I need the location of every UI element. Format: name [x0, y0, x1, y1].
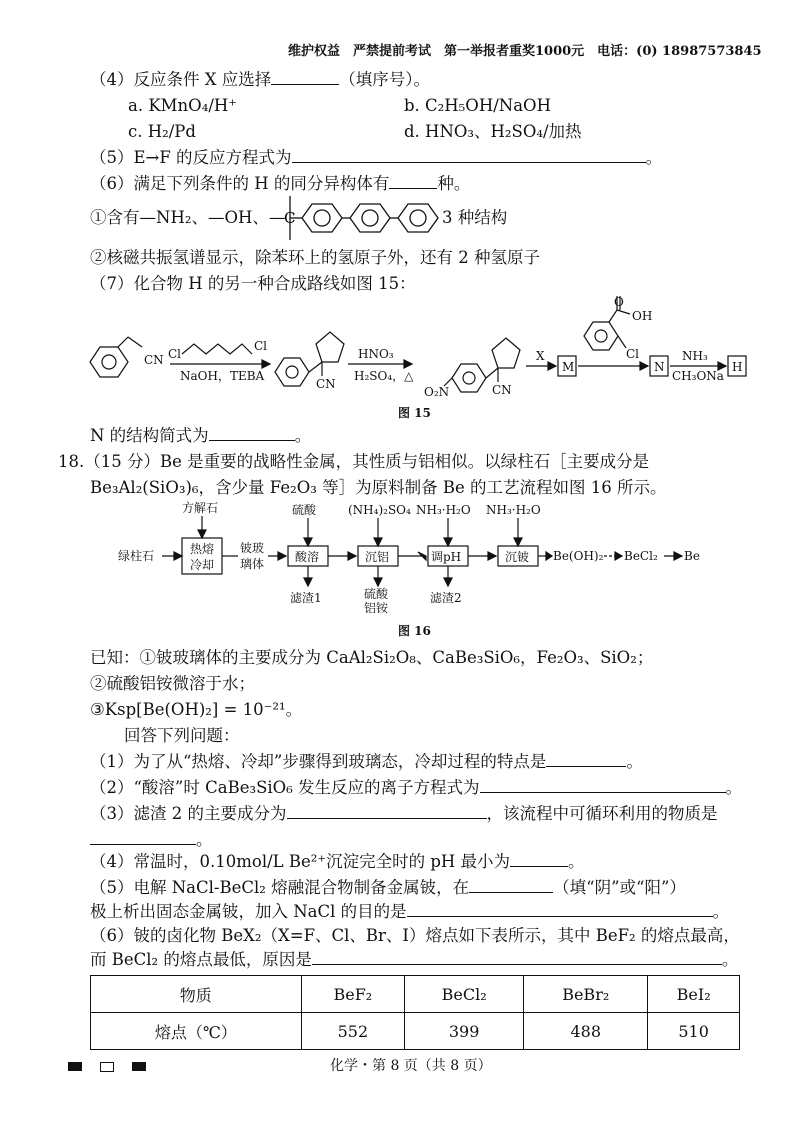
synthesis-scheme-fig15 — [60, 292, 760, 402]
scheme-cl: Cl — [626, 347, 640, 361]
melting-point-table — [90, 975, 740, 1050]
flow-reagent-ammonium-sulfate: (NH₄)₂SO₄ — [348, 503, 411, 517]
q18-intro-line1: 18.（15 分）Be 是重要的战略性金属，其性质与铝相似。以绿柱石［主要成分是 — [58, 452, 650, 471]
scheme-oh: OH — [632, 309, 653, 323]
answer-blank[interactable] — [287, 804, 487, 819]
q18-sub6-line1: （6）铍的卤化物 BeX₂（X=F、Cl、Br、I）熔点如下表所示，其中 BeF₂ 的熔点最高， — [90, 926, 740, 945]
answer-blank[interactable] — [292, 148, 646, 163]
q18-sub1 — [90, 752, 643, 772]
scheme-condition-1: NaOH，TEBA — [180, 369, 265, 383]
flow-reagent-ammonia-2: NH₃·H₂O — [486, 503, 541, 517]
q17-n-suffix: 。 — [294, 426, 312, 445]
table-header-cell: BeI₂ — [648, 976, 740, 1013]
flow-box1-line1: 热熔 — [190, 542, 215, 556]
flow-reagent-calcite: 方解石 — [182, 501, 219, 515]
q17-n-text: N 的结构简式为 — [90, 426, 209, 445]
q18-sub5-text: （5）电解 NaCl-BeCl₂ 熔融混合物制备金属铍，在 — [90, 878, 470, 897]
answer-prompt: 回答下列问题： — [124, 726, 240, 745]
scheme-x: X — [536, 349, 545, 363]
q18-intro-line2: Be₃Al₂(SiO₃)₆，含少量 Fe₂O₃ 等］为原料制备 Be 的工艺流程如图 16 所示。 — [90, 478, 667, 497]
answer-blank[interactable] — [546, 752, 626, 767]
q17-n-structure — [90, 426, 311, 446]
option-d: d. HNO₃、H₂SO₄/加热 — [404, 122, 582, 141]
q18-sub4-text: （4）常温时，0.10mol/L Be²⁺沉淀完全时的 pH 最小为 — [90, 852, 511, 871]
scheme-n: N — [654, 360, 665, 374]
table-cell: 399 — [405, 1013, 524, 1050]
q18-sub5b-suffix: 。 — [712, 902, 730, 921]
q18-sub5-suffix: （填“阴”或“阳”） — [553, 878, 686, 897]
table-header-cell: BeCl₂ — [405, 976, 524, 1013]
q18-sub3-suffix: 。 — [196, 830, 213, 849]
q17-part6-suffix: 种。 — [437, 174, 471, 193]
known-2: ②硫酸铝铵微溶于水； — [90, 674, 255, 693]
answer-blank[interactable] — [90, 830, 196, 845]
scheme-h: H — [732, 360, 743, 374]
scheme-m: M — [562, 360, 575, 374]
table-header-row — [91, 976, 740, 1013]
flow-box-acid-dissolve: 酸溶 — [295, 550, 320, 564]
answer-blank[interactable] — [480, 778, 726, 793]
scheme-reagent-3: NH₃ — [682, 349, 708, 363]
scheme-reagent-2: HNO₃ — [358, 347, 394, 361]
scheme-condition-3: CH₃ONa — [672, 369, 724, 383]
flow-box1-line2: 冷却 — [190, 558, 215, 572]
option-a: a. KMnO₄/H⁺ — [128, 96, 237, 115]
answer-blank[interactable] — [469, 878, 553, 893]
flow-product-becl2: BeCl₂ — [624, 549, 658, 563]
page-footer: 化学・第 8 页（共 8 页） — [330, 1058, 492, 1074]
table-cell: 510 — [648, 1013, 740, 1050]
figure-16-caption: 图 16 — [398, 624, 431, 638]
q18-sub3-text: （3）滤渣 2 的主要成分为 — [90, 804, 287, 823]
answer-blank[interactable] — [271, 70, 339, 85]
q18-sub1-suffix: 。 — [626, 752, 643, 771]
scheme-cn-3: CN — [492, 383, 512, 397]
q18-sub6b-text: 而 BeCl₂ 的熔点最低，原因是 — [90, 950, 312, 969]
flow-reagent-sulfuric: 硫酸 — [292, 503, 317, 517]
q18-sub6-line2 — [90, 950, 738, 970]
page-header: 维护权益 严禁提前考试 第一举报者重奖1000元 电话：(0) 18987573845 — [288, 44, 762, 59]
q17-part4 — [90, 70, 430, 90]
flow-out-line2: 铝铵 — [364, 601, 389, 615]
table-header-cell: 物质 — [91, 976, 302, 1013]
print-mark-filled — [68, 1062, 82, 1071]
q18-sub4-suffix: 。 — [568, 852, 585, 871]
q18-sub3-mid: ，该流程中可循环利用的物质是 — [486, 804, 718, 823]
q18-sub2 — [90, 778, 742, 798]
scheme-o: O — [614, 295, 624, 309]
flow-glass-line1: 铍玻 — [240, 541, 265, 555]
answer-blank[interactable] — [312, 950, 722, 965]
q18-sub2-suffix: 。 — [725, 778, 743, 797]
answer-blank[interactable] — [389, 174, 437, 189]
flow-start: 绿柱石 — [118, 549, 155, 563]
scheme-condition-2: H₂SO₄，△ — [354, 369, 414, 383]
q18-sub3-cont — [90, 830, 213, 850]
q17-part6 — [90, 174, 470, 194]
known-1: 已知：①铍玻璃体的主要成分为 CaAl₂Si₂O₈、CaBe₃SiO₆，Fe₂O₃、SiO₂； — [90, 648, 654, 667]
flow-residue-2: 滤渣2 — [430, 591, 462, 605]
print-mark-filled — [132, 1062, 146, 1071]
q18-sub3 — [90, 804, 718, 824]
q17-part4-suffix: （填序号）。 — [339, 70, 430, 89]
scheme-reagent-cl-1: Cl — [168, 347, 182, 361]
figure-15-caption: 图 15 — [398, 406, 431, 420]
table-row — [91, 1013, 740, 1050]
scheme-reagent-cl-2: Cl — [254, 339, 268, 353]
q18-sub4 — [90, 852, 585, 872]
table-cell: 552 — [301, 1013, 405, 1050]
q17-part5 — [90, 148, 662, 168]
scheme-cn-2: CN — [316, 377, 336, 391]
flow-box-precipitate-be: 沉铍 — [505, 550, 530, 564]
table-header-cell: BeBr₂ — [524, 976, 648, 1013]
answer-blank[interactable] — [209, 426, 295, 441]
q18-sub1-text: （1）为了从“热熔、冷却”步骤得到玻璃态，冷却过程的特点是 — [90, 752, 547, 771]
flow-reagent-ammonia-1: NH₃·H₂O — [416, 503, 471, 517]
flow-glass-line2: 璃体 — [240, 557, 265, 571]
scheme-cn-1: CN — [144, 353, 164, 367]
condition-1-suffix: 3 种结构 — [442, 208, 508, 227]
carbon-label: C — [284, 209, 296, 227]
condition-2: ②核磁共振氢谱显示，除苯环上的氢原子外，还有 2 种氢原子 — [90, 248, 540, 267]
table-cell: 熔点（℃） — [91, 1013, 302, 1050]
q17-part5-text: （5）E→F 的反应方程式为 — [90, 148, 292, 167]
print-mark-hollow — [100, 1062, 114, 1072]
flow-box-adjust-ph: 调pH — [431, 550, 462, 564]
q17-part6-text: （6）满足下列条件的 H 的同分异构体有 — [90, 174, 390, 193]
q18-sub2-text: （2）“酸溶”时 CaBe₃SiO₆ 发生反应的离子方程式为 — [90, 778, 480, 797]
flow-product-be: Be — [684, 549, 700, 563]
table-cell: 488 — [524, 1013, 648, 1050]
q17-part7: （7）化合物 H 的另一种合成路线如图 15： — [90, 274, 416, 293]
process-flow-fig16 — [110, 500, 720, 615]
answer-blank[interactable] — [407, 902, 713, 917]
known-3: ③Ksp[Be(OH)₂] = 10⁻²¹。 — [90, 700, 303, 719]
flow-product-beoh2: Be(OH)₂ — [553, 549, 604, 563]
option-b: b. C₂H₅OH/NaOH — [404, 96, 551, 115]
condition-1-text: ①含有—NH₂、—OH、— — [90, 208, 286, 227]
quaternary-carbon-terphenyl-structure — [262, 192, 452, 244]
q18-sub5b-text: 极上析出固态金属铍，加入 NaCl 的目的是 — [90, 902, 407, 921]
flow-out-line1: 硫酸 — [364, 587, 389, 601]
table-header-cell: BeF₂ — [301, 976, 405, 1013]
q18-sub5-line2 — [90, 902, 729, 922]
q17-part4-text: （4）反应条件 X 应选择 — [90, 70, 272, 89]
flow-residue-1: 滤渣1 — [290, 591, 322, 605]
q18-sub6b-suffix: 。 — [721, 950, 739, 969]
answer-blank[interactable] — [510, 852, 568, 867]
scheme-nitro: O₂N — [424, 385, 450, 399]
q17-part5-suffix: 。 — [645, 148, 663, 167]
option-c: c. H₂/Pd — [128, 122, 196, 141]
flow-box-precipitate-al: 沉铝 — [365, 550, 390, 564]
q18-sub5-line1 — [90, 878, 686, 898]
